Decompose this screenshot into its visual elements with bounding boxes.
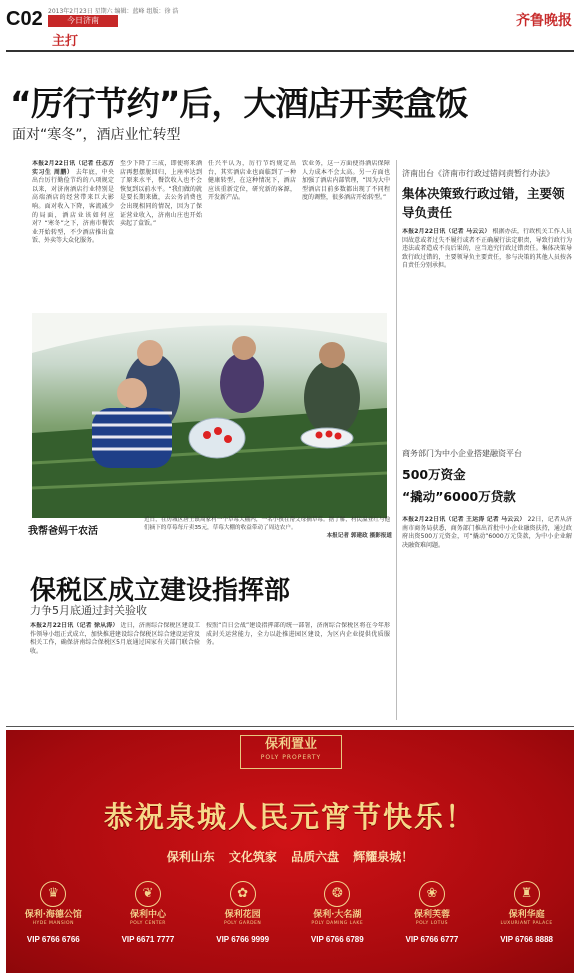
- section-tab[interactable]: 今日济南: [48, 15, 118, 27]
- lead-column-1: [32, 160, 114, 310]
- brand-phone: VIP 6766 6777: [405, 935, 459, 944]
- poly-logo-en: POLY PROPERTY: [260, 754, 322, 761]
- second-headline: 保税区成立建设指挥部: [30, 576, 291, 606]
- page-number: C02: [6, 8, 43, 30]
- sidebar-story-2: [402, 516, 572, 716]
- brand-name: 保利·海德公馆: [24, 910, 82, 920]
- photo-caption-text: 近日，在历城区唐王镇周家村一个草莓大棚内，一名小孩在帮父母摘草莓。据了解，村民温亚红与他们摘下的草莓每斤卖35元，草莓大棚的收益带动了周边农户。: [144, 517, 391, 531]
- sidebar-text-2: 22日，记者从济南市商务局获悉，商务部门推出首批中小企业融资扶持，通过政府出资500万元资金，可“撬动”6000万元贷款，为中小企业解决融资难问题。: [402, 516, 572, 549]
- brand-phone: VIP 6766 6789: [310, 935, 364, 944]
- ad-slogan: 保利山东 文化筑家 品质六盘 辉耀泉城！: [166, 850, 414, 864]
- sidebar-divider: [396, 160, 397, 720]
- lead-byline: 本报2月22日讯（记者 任志方 实习生 周鹏）: [32, 160, 114, 176]
- brand-name: 保利华庭: [508, 910, 545, 920]
- flower-icon: ✿: [230, 881, 256, 907]
- farm-photo: [32, 313, 387, 518]
- lead-column-3: 任兴平认为，厉行节约规定出台，其实酒店业也面临到了一种健康转型，在这种情况下，酒店应该重新定位，研究新的客源，开发新产品。: [208, 160, 296, 202]
- sidebar-story-1: [402, 228, 572, 438]
- brand-en: POLY LOTUS: [415, 921, 449, 926]
- photo-caption: [144, 516, 392, 540]
- brand-en: POLY CENTER: [130, 921, 166, 926]
- lead-column-4: 饮业务，这一方面使得酒店保障人力成本不会太高。另一方面也加强了酒店内部管理，“因为大中型酒店目前多数都出现了不同程度的调整，很多酒店开始转型。”: [302, 160, 390, 202]
- photo-credit: 本报记者 郭建政 摄影报道: [326, 533, 392, 539]
- newspaper-logo: 齐鲁晚报: [516, 13, 572, 29]
- second-byline: 本报2月22日讯（记者 徐从涛）: [30, 622, 119, 629]
- brand-item[interactable]: [393, 875, 471, 944]
- emblem-icon: ❂: [324, 881, 350, 907]
- ad-rule: [6, 726, 574, 727]
- sidebar-title-2: [402, 464, 572, 508]
- lead-headline: “厉行节约”后，大酒店开卖盒饭: [10, 84, 468, 123]
- column-label: 主打: [52, 34, 79, 49]
- brand-en: POLY DAMING LAKE: [311, 921, 364, 926]
- lead-column-2: 至少下降了三成，即使将来酒店再想摆脱回归，上座率达到了原来水平，餐饮收入也不会恢复到以前水平。“我们做的就是要长期来做，去公务消费也会出现相同的情况，因为了保证营业收入，济南山庄也开始卖起了盒饭。”: [120, 160, 202, 228]
- second-column-1: [30, 622, 200, 722]
- issue-meta: 2013年2月23日 星期六 编辑：蓝峰 组版：徐 浩: [48, 8, 179, 15]
- lead-subhead: 面对“寒冬”，酒店业忙转型: [12, 127, 181, 143]
- brand-en: POLY GARDEN: [224, 921, 262, 926]
- second-text-1: 近日，济南综合保税区建设工作领导小组正式成立，加快推进建设综合保税区综合建设运营及相关工作，确保济南综合保税区5月底通过国家有关部门联合验收。: [30, 622, 200, 655]
- lead-text-1: 去年底，中央出台厉行勤俭节约的八项规定以来，对济南酒店行业特别是高端酒店的经营带来巨大影响。面对收入下降，客流减少的局面，酒店业该如何应对？“寒冬”之下，济南市餐饮业开始转型，不少酒店推出盒饭、外卖等大众化服务。: [32, 168, 114, 245]
- sidebar-title-2a: 500万资金: [402, 467, 466, 482]
- header-rule: [6, 50, 574, 52]
- second-subhead: 力争5月底通过封关验收: [30, 604, 147, 617]
- brand-phone: VIP 6766 6766: [26, 935, 80, 944]
- sidebar-byline-2: 本报2月22日讯（记者 王运涛 记者 马云云）: [402, 516, 526, 523]
- palace-icon: ♜: [514, 881, 540, 907]
- brand-list: [6, 875, 574, 967]
- sidebar-kicker-1: 济南出台《济南市行政过错问责暂行办法》: [402, 169, 554, 178]
- brand-name: 保利中心: [129, 910, 166, 920]
- brand-phone: VIP 6766 9999: [216, 935, 270, 944]
- brand-name: 保利芙蓉: [413, 910, 450, 920]
- brand-item[interactable]: [488, 875, 566, 944]
- poly-property-ad[interactable]: [6, 730, 574, 973]
- sidebar-text-1: 根据办法，行政机关工作人员因故意或者过失不履行或者不正确履行法定职责，导致行政行为违法或者造成不良后果的，应当追究行政过错责任。集体决策导致行政过错的，主要领导负主要责任，参与决策的其他人员按各自责任分别承担。: [402, 228, 572, 270]
- brand-name: 保利·大名湖: [313, 910, 362, 920]
- brand-item[interactable]: [298, 875, 376, 944]
- crown-icon: ♛: [40, 881, 66, 907]
- sidebar-kicker-2: 商务部门为中小企业搭建融资平台: [402, 449, 522, 458]
- brand-name: 保利花园: [224, 910, 261, 920]
- brand-item[interactable]: [109, 875, 187, 944]
- brand-en: LUXURIANT PALACE: [500, 921, 553, 926]
- photo-title: 我帮爸妈干农活: [28, 526, 98, 537]
- lotus-icon: ❀: [419, 881, 445, 907]
- brand-phone: VIP 6766 8888: [500, 935, 553, 944]
- brand-en: HYDE MANSION: [32, 921, 74, 926]
- sidebar-title-1: 集体决策致行政过错，主要领导负责任: [402, 186, 565, 220]
- poly-logo-cn: 保利置业: [264, 737, 317, 752]
- second-column-2: 按照“百日会战”建设指挥部的统一部署，济南综合保税区将在今年形成封关运营能力，全力以赴推进园区建设，为区内企业提供优质服务。: [206, 622, 390, 647]
- sidebar-byline-1: 本报2月22日讯（记者 马云云）: [402, 228, 491, 235]
- brand-item[interactable]: [204, 875, 282, 944]
- greenhouse-scene: [32, 313, 387, 518]
- leaf-icon: ❦: [135, 881, 161, 907]
- ad-greeting: 恭祝泉城人民元宵节快乐！: [103, 800, 476, 834]
- brand-phone: VIP 6671 7777: [121, 935, 175, 944]
- sidebar-title-2b: “撬动”6000万贷款: [402, 489, 516, 504]
- poly-logo: [240, 735, 342, 769]
- brand-item[interactable]: [14, 875, 92, 944]
